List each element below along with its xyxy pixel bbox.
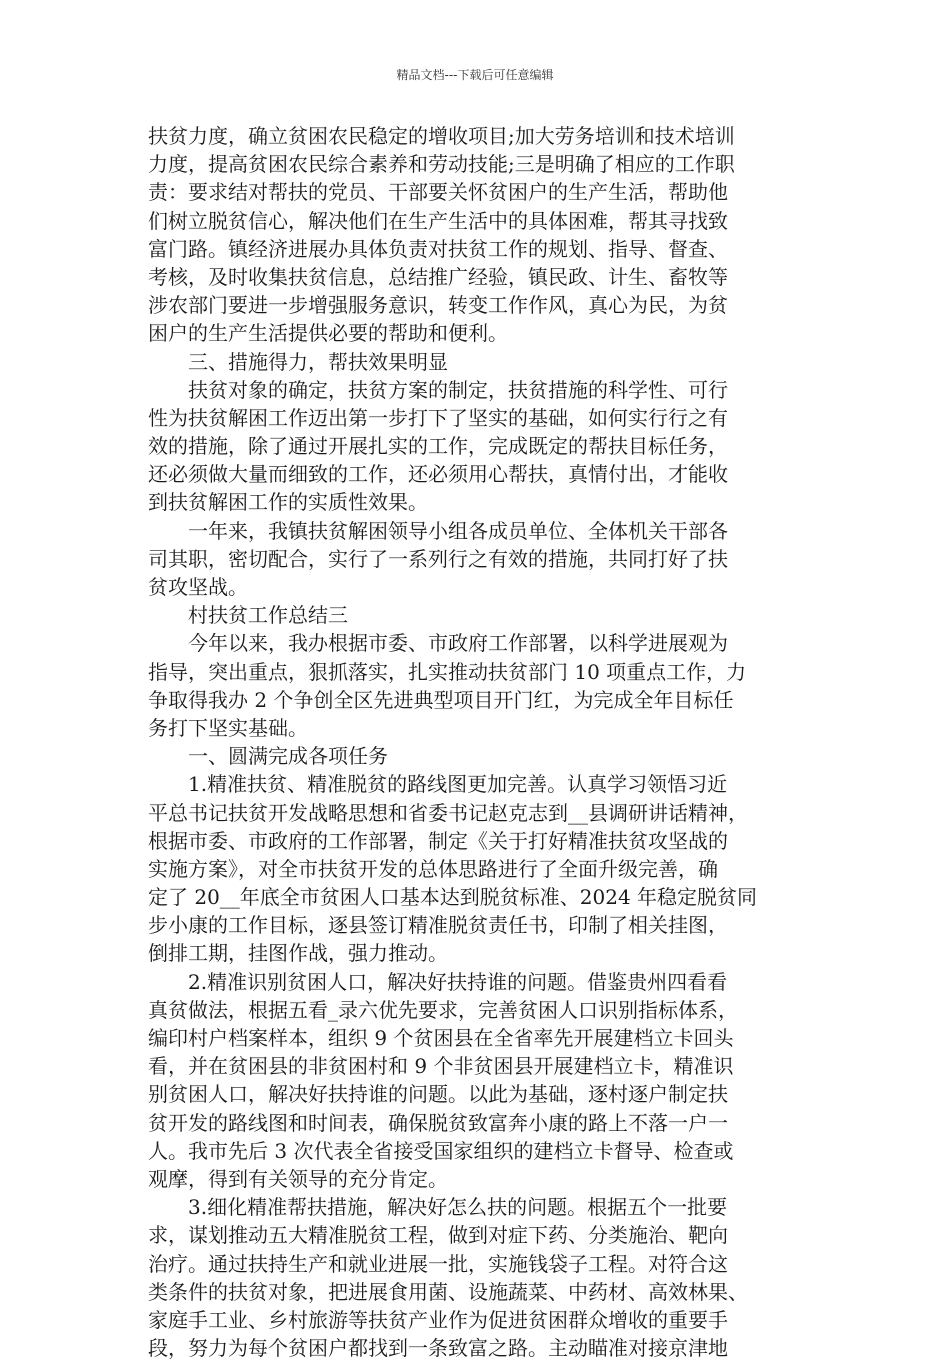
text-line: 三、措施得力，帮扶效果明显	[188, 349, 448, 374]
text-line: 观摩，得到有关领导的充分肯定。	[148, 1166, 448, 1191]
text-line: 扶贫力度，确立贫困农民稳定的增收项目;加大劳务培训和技术培训	[148, 124, 735, 148]
text-line: 根据市委、市政府的工作部署，制定《关于打好精准扶贫攻坚战的	[148, 828, 728, 853]
text-line: 还必须做大量而细致的工作，还必须用心帮扶，真情付出，才能收	[148, 462, 728, 487]
text-line: 力度，提高贫困农民综合素养和劳动技能;三是明确了相应的工作职	[148, 152, 735, 177]
text-line: 富门路。镇经济进展办具体负责对扶贫工作的规划、指导、督查、	[148, 236, 728, 261]
page-header: 精品文档---下载后可任意编辑	[396, 68, 554, 82]
text-line: 责：要求结对帮扶的党员、干部要关怀贫困户的生产生活，帮助他	[148, 180, 728, 205]
text-line: 求，谋划推动五大精准脱贫工程，做到对症下药、分类施治、靶向	[148, 1223, 728, 1248]
text-line: 效的措施，除了通过开展扎实的工作，完成既定的帮扶目标任务，	[148, 434, 728, 459]
text-line: 1.精准扶贫、精准脱贫的路线图更加完善。认真学习领悟习近	[188, 772, 728, 797]
text-line: 今年以来，我办根据市委、市政府工作部署，以科学进展观为	[188, 631, 728, 656]
text-line: 家庭手工业、乡村旅游等扶贫产业作为促进贫困群众增收的重要手	[148, 1307, 728, 1332]
text-line: 3.细化精准帮扶措施，解决好怎么扶的问题。根据五个一批要	[188, 1195, 728, 1220]
text-line: 类条件的扶贫对象，把进展食用菌、设施蔬菜、中药材、高效林果、	[148, 1279, 748, 1304]
text-line: 涉农部门要进一步增强服务意识，转变工作作风，真心为民，为贫	[148, 293, 728, 318]
text-line: 村扶贫工作总结三	[188, 603, 348, 628]
text-line: 司其职，密切配合，实行了一系列行之有效的措施，共同打好了扶	[148, 546, 728, 571]
text-line: 看，并在贫困县的非贫困村和 9 个非贫困县开展建档立卡，精准识	[148, 1054, 734, 1079]
text-line: 到扶贫解困工作的实质性效果。	[148, 490, 428, 515]
text-line: 步小康的工作目标，逐县签订精准脱贫责任书，印制了相关挂图，	[148, 913, 728, 938]
text-line: 别贫困人口，解决好扶持谁的问题。以此为基础，逐村逐户制定扶	[148, 1082, 728, 1107]
text-line: 编印村户档案样本，组织 9 个贫困县在全省率先开展建档立卡回头	[148, 1026, 734, 1050]
text-line: 贫攻坚战。	[148, 575, 248, 599]
text-line: 们树立脱贫信心，解决他们在生产生活中的具体困难，帮其寻找致	[148, 208, 728, 233]
text-line: 一、圆满完成各项任务	[188, 744, 388, 769]
text-line: 贫开发的路线图和时间表，确保脱贫致富奔小康的路上不落一户一	[148, 1110, 728, 1135]
text-line: 平总书记扶贫开发战略思想和省委书记赵克志到__县调研讲话精神，	[148, 800, 748, 825]
text-line: 困户的生产生活提供必要的帮助和便利。	[148, 321, 508, 346]
text-line: 段，努力为每个贫困户都找到一条致富之路。主动瞄准对接京津地	[148, 1336, 728, 1361]
text-line: 扶贫对象的确定，扶贫方案的制定，扶贫措施的科学性、可行	[188, 377, 728, 402]
text-line: 倒排工期，挂图作战，强力推动。	[148, 941, 448, 966]
text-line: 2.精准识别贫困人口，解决好扶持谁的问题。借鉴贵州四看看	[188, 969, 728, 994]
text-line: 务打下坚实基础。	[148, 715, 308, 740]
text-line: 一年来，我镇扶贫解困领导小组各成员单位、全体机关干部各	[188, 518, 728, 543]
text-line: 定了 20__年底全市贫困人口基本达到脱贫标准、2024 年稳定脱贫同	[148, 885, 758, 910]
text-line: 人。我市先后 3 次代表全省接受国家组织的建档立卡督导、检查或	[148, 1138, 734, 1163]
text-line: 指导，突出重点，狠抓落实，扎实推动扶贫部门 10 项重点工作，力	[148, 659, 747, 684]
text-line: 真贫做法，根据五看_录六优先要求，完善贫困人口识别指标体系，	[148, 997, 738, 1022]
text-line: 治疗。通过扶持生产和就业进展一批，实施钱袋子工程。对符合这	[148, 1251, 728, 1276]
document-body	[148, 122, 812, 1362]
text-line: 考核，及时收集扶贫信息，总结推广经验，镇民政、计生、畜牧等	[148, 264, 728, 289]
text-line: 争取得我办 2 个争创全区先进典型项目开门红，为完成全年目标任	[148, 687, 734, 712]
text-line: 实施方案》，对全市扶贫开发的总体思路进行了全面升级完善，确	[148, 856, 718, 881]
text-line: 性为扶贫解困工作迈出第一步打下了坚实的基础，如何实行行之有	[148, 405, 728, 430]
